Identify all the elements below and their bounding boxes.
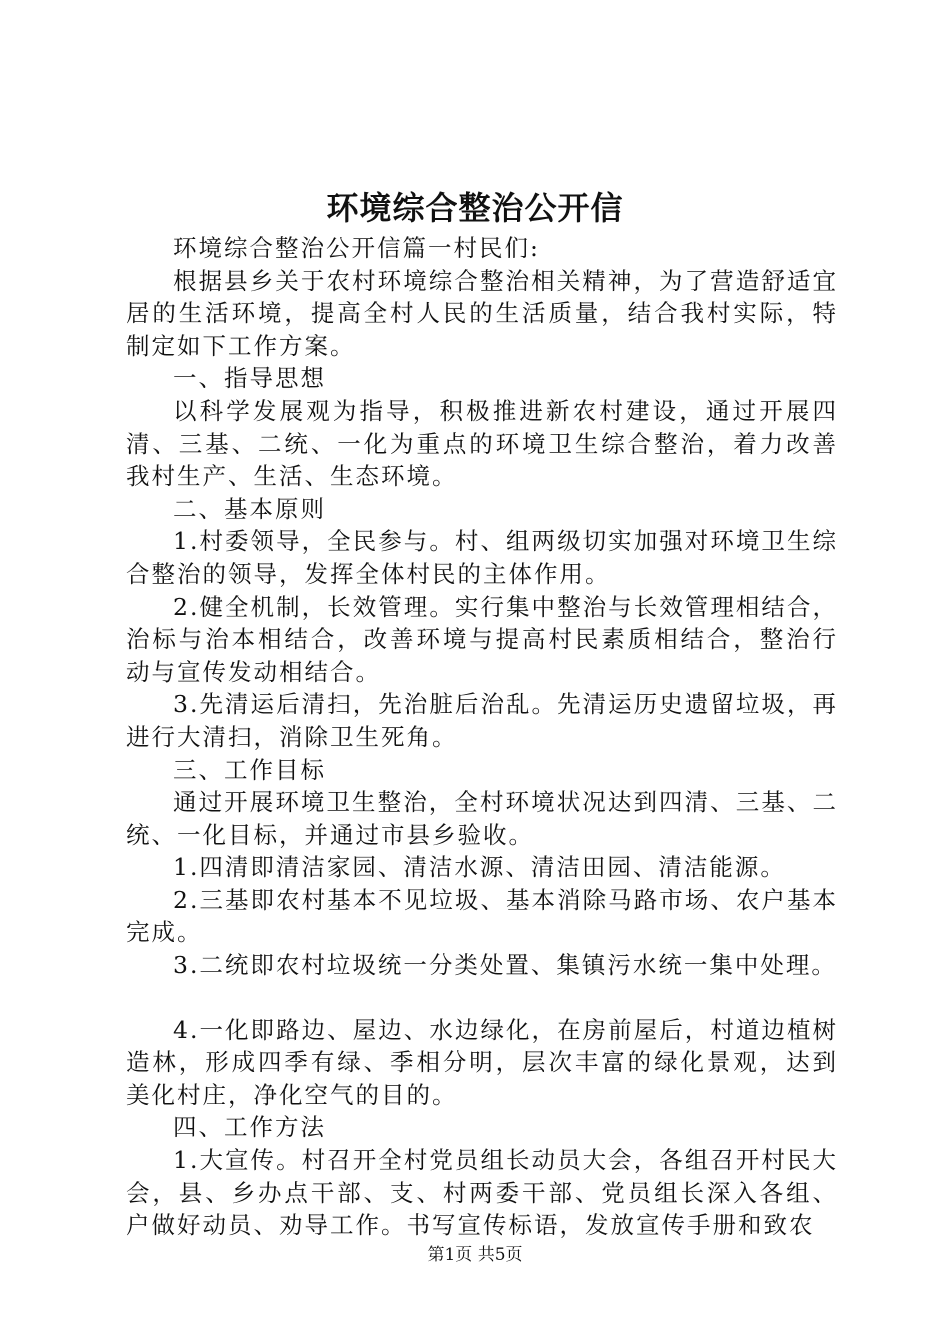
paragraph-guiding-ideology: 以科学发展观为指导，积极推进新农村建设，通过开展四清、三基、二统、一化为重点的环境卫生综合整治，着力改善我村生产、生活、生态环境。 [126,396,838,491]
paragraph-principle-3: 3.先清运后清扫，先治脏后治乱。先清运历史遗留垃圾，再进行大清扫，消除卫生死角。 [126,690,838,751]
paragraph-goal-2: 2.三基即农村基本不见垃圾、基本消除马路市场、农户基本完成。 [126,885,838,947]
paragraph-goal-1: 1.四清即清洁家园、清洁水源、清洁田园、清洁能源。 [173,853,786,882]
section-heading-guiding-ideology: 一、指导思想 [173,364,326,393]
section-heading-work-goals: 三、工作目标 [173,755,326,784]
section-heading-basic-principles: 二、基本原则 [173,494,326,523]
paragraph-goal-3: 3.二统即农村垃圾统一分类处置、集镇污水统一集中处理。 [173,951,837,980]
paragraph-principle-1: 1.村委领导，全民参与。村、组两级切实加强对环境卫生综合整治的领导，发挥全体村民的主体作用。 [126,527,838,588]
paragraph-intro: 根据县乡关于农村环境综合整治相关精神，为了营造舒适宜居的生活环境，提高全村人民的生活质量，结合我村实际，特制定如下工作方案。 [126,266,838,360]
paragraph-salutation: 环境综合整治公开信篇一村民们: [173,234,540,262]
paragraph-method-1: 1.大宣传。村召开全村党员组长动员大会，各组召开村民大会，县、乡办点干部、支、村两委干部、党员组长深入各组、户做好动员、劝导工作。书写宣传标语，发放宣传手册和致农 [126,1146,838,1240]
page-number-footer: 第1页 共5页 [427,1245,523,1265]
document-title: 环境综合整治公开信 [326,189,624,227]
paragraph-goal-4: 4.一化即路边、屋边、水边绿化，在房前屋后，村道边植树造林，形成四季有绿、季相分明，层次丰富的绿化景观，达到美化村庄，净化空气的目的。 [126,1015,838,1109]
section-heading-work-methods: 四、工作方法 [173,1113,326,1142]
document-body [126,232,838,1242]
paragraph-work-goals: 通过开展环境卫生整治，全村环境状况达到四清、三基、二统、一化目标，并通过市县乡验收。 [126,788,838,849]
paragraph-principle-2: 2.健全机制，长效管理。实行集中整治与长效管理相结合，治标与治本相结合，改善环境与提高村民素质相结合，整治行动与宣传发动相结合。 [126,592,838,686]
